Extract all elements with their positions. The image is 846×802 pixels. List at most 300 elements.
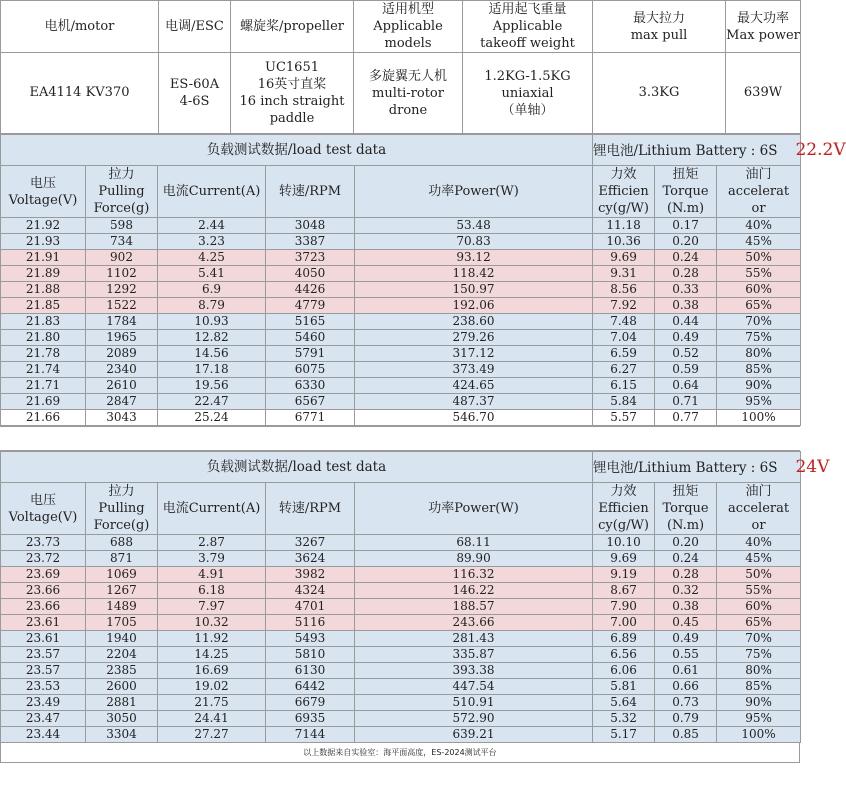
- table-row: [1, 410, 801, 426]
- col-power: 功率Power(W): [355, 166, 593, 218]
- pull-cell: 3043: [86, 410, 158, 426]
- table-row: [1, 647, 801, 663]
- throttle-cell: 85%: [717, 362, 801, 378]
- throttle-cell: 60%: [717, 599, 801, 615]
- col-torque-line: Torque: [662, 501, 709, 516]
- power-cell: 116.32: [355, 567, 593, 583]
- propeller-header: 螺旋桨/propeller: [231, 1, 354, 53]
- torque-cell: 0.52: [655, 346, 717, 362]
- battery-voltage: 22.2V: [795, 139, 846, 160]
- footer-note: 以上数据来自实验室：海平面高度，ES-2024测试平台: [0, 743, 800, 763]
- current-cell: 2.44: [158, 218, 266, 234]
- throttle-cell: 70%: [717, 314, 801, 330]
- current-cell: 6.18: [158, 583, 266, 599]
- col-throttle-line: or: [751, 201, 766, 216]
- propeller-value-line: UC1651: [265, 60, 319, 75]
- rpm-cell: 4324: [266, 583, 355, 599]
- current-cell: 22.47: [158, 394, 266, 410]
- power-cell: 373.49: [355, 362, 593, 378]
- efficiency-cell: 9.19: [593, 567, 655, 583]
- efficiency-cell: 9.69: [593, 250, 655, 266]
- models-header-line: models: [384, 36, 432, 51]
- efficiency-cell: 6.89: [593, 631, 655, 647]
- torque-cell: 0.45: [655, 615, 717, 631]
- rpm-cell: 4050: [266, 266, 355, 282]
- motor-value: EA4114 KV370: [1, 53, 159, 134]
- power-cell: 572.90: [355, 711, 593, 727]
- voltage-cell: 23.69: [1, 567, 86, 583]
- rpm-cell: 3267: [266, 535, 355, 551]
- current-cell: 19.02: [158, 679, 266, 695]
- efficiency-cell: 11.18: [593, 218, 655, 234]
- rpm-cell: 6771: [266, 410, 355, 426]
- pull-cell: 734: [86, 234, 158, 250]
- test-sections: [0, 134, 846, 743]
- power-value: 639W: [726, 53, 801, 134]
- esc-value-line: ES-60A: [169, 77, 220, 92]
- voltage-cell: 21.89: [1, 266, 86, 282]
- col-throttle-line: 油门: [745, 167, 772, 182]
- throttle-cell: 50%: [717, 567, 801, 583]
- pull-cell: 1292: [86, 282, 158, 298]
- pull-cell: 2610: [86, 378, 158, 394]
- table-row: [1, 330, 801, 346]
- power-cell: 281.43: [355, 631, 593, 647]
- rpm-cell: 6679: [266, 695, 355, 711]
- pull-cell: 1102: [86, 266, 158, 282]
- efficiency-cell: 6.59: [593, 346, 655, 362]
- voltage-cell: 21.88: [1, 282, 86, 298]
- throttle-cell: 45%: [717, 234, 801, 250]
- pull-value: 3.3KG: [593, 53, 726, 134]
- col-pull: [86, 483, 158, 535]
- esc-value-line: 4-6S: [179, 94, 210, 109]
- efficiency-cell: 10.10: [593, 535, 655, 551]
- efficiency-cell: 5.64: [593, 695, 655, 711]
- motor-header: 电机/motor: [1, 1, 159, 53]
- col-efficiency: [593, 483, 655, 535]
- col-torque-line: (N.m): [666, 518, 705, 533]
- table-row: [1, 599, 801, 615]
- torque-cell: 0.49: [655, 631, 717, 647]
- models-value-line: 多旋翼无人机: [368, 68, 447, 84]
- table-row: [1, 282, 801, 298]
- throttle-cell: 80%: [717, 346, 801, 362]
- voltage-cell: 23.66: [1, 583, 86, 599]
- throttle-cell: 40%: [717, 218, 801, 234]
- col-pull-line: Force(g): [93, 518, 150, 533]
- table-row: [1, 663, 801, 679]
- col-voltage-line: 电压: [29, 492, 56, 508]
- pull-header-line: 最大拉力: [632, 10, 685, 26]
- voltage-cell: 21.83: [1, 314, 86, 330]
- power-cell: 118.42: [355, 266, 593, 282]
- voltage-cell: 23.57: [1, 647, 86, 663]
- throttle-cell: 70%: [717, 631, 801, 647]
- torque-cell: 0.71: [655, 394, 717, 410]
- efficiency-cell: 5.57: [593, 410, 655, 426]
- col-torque: [655, 166, 717, 218]
- col-efficiency-line: Efficien: [598, 184, 649, 199]
- rpm-cell: 6075: [266, 362, 355, 378]
- rpm-cell: 3624: [266, 551, 355, 567]
- col-pull-line: Pulling: [98, 184, 145, 199]
- throttle-cell: 75%: [717, 330, 801, 346]
- col-voltage-line: Voltage(V): [8, 509, 78, 525]
- torque-cell: 0.61: [655, 663, 717, 679]
- weight-header-line: Applicable: [492, 19, 563, 34]
- voltage-cell: 23.57: [1, 663, 86, 679]
- current-cell: 3.79: [158, 551, 266, 567]
- pull-header-line: max pull: [630, 27, 688, 43]
- power-cell: 68.11: [355, 535, 593, 551]
- power-header: [726, 1, 801, 53]
- weight-value-line: （单轴）: [501, 102, 554, 118]
- pull-cell: 598: [86, 218, 158, 234]
- col-throttle-line: or: [751, 518, 766, 533]
- voltage-cell: 21.69: [1, 394, 86, 410]
- torque-cell: 0.20: [655, 234, 717, 250]
- table-row: [1, 567, 801, 583]
- voltage-cell: 23.61: [1, 631, 86, 647]
- col-throttle-line: accelerat: [728, 184, 790, 199]
- voltage-cell: 23.49: [1, 695, 86, 711]
- torque-cell: 0.49: [655, 330, 717, 346]
- table-row: [1, 679, 801, 695]
- pull-cell: 1965: [86, 330, 158, 346]
- col-torque: [655, 483, 717, 535]
- torque-cell: 0.44: [655, 314, 717, 330]
- table-row: [1, 615, 801, 631]
- current-cell: 10.93: [158, 314, 266, 330]
- torque-cell: 0.79: [655, 711, 717, 727]
- torque-cell: 0.28: [655, 266, 717, 282]
- col-throttle: [717, 166, 801, 218]
- power-cell: 510.91: [355, 695, 593, 711]
- gap-cell: [0, 427, 800, 451]
- table-row: [1, 394, 801, 410]
- rpm-cell: 5460: [266, 330, 355, 346]
- col-voltage-line: Voltage(V): [8, 192, 78, 208]
- power-cell: 188.57: [355, 599, 593, 615]
- torque-cell: 0.38: [655, 599, 717, 615]
- torque-cell: 0.85: [655, 727, 717, 743]
- efficiency-cell: 5.81: [593, 679, 655, 695]
- weight-header-line: 适用起飞重量: [488, 2, 567, 17]
- current-cell: 5.41: [158, 266, 266, 282]
- throttle-cell: 95%: [717, 394, 801, 410]
- pull-cell: 2340: [86, 362, 158, 378]
- pull-cell: 2385: [86, 663, 158, 679]
- throttle-cell: 65%: [717, 615, 801, 631]
- col-power: 功率Power(W): [355, 483, 593, 535]
- battery-voltage: 24V: [795, 456, 830, 477]
- torque-cell: 0.24: [655, 250, 717, 266]
- battery-label: 锂电池/Lithium Battery : 6S: [593, 142, 778, 159]
- col-current: 电流Current(A): [158, 483, 266, 535]
- current-cell: 6.9: [158, 282, 266, 298]
- current-cell: 10.32: [158, 615, 266, 631]
- col-rpm: 转速/RPM: [266, 166, 355, 218]
- col-voltage: [1, 483, 86, 535]
- table-row: [1, 727, 801, 743]
- table-row: [1, 346, 801, 362]
- pull-cell: 2089: [86, 346, 158, 362]
- pull-cell: 871: [86, 551, 158, 567]
- current-cell: 19.56: [158, 378, 266, 394]
- efficiency-cell: 9.31: [593, 266, 655, 282]
- throttle-cell: 95%: [717, 711, 801, 727]
- pull-cell: 2847: [86, 394, 158, 410]
- table-row: [1, 631, 801, 647]
- power-cell: 89.90: [355, 551, 593, 567]
- current-cell: 14.25: [158, 647, 266, 663]
- throttle-cell: 100%: [717, 727, 801, 743]
- torque-cell: 0.38: [655, 298, 717, 314]
- col-current: 电流Current(A): [158, 166, 266, 218]
- torque-cell: 0.64: [655, 378, 717, 394]
- power-cell: 192.06: [355, 298, 593, 314]
- voltage-cell: 21.71: [1, 378, 86, 394]
- rpm-cell: 3387: [266, 234, 355, 250]
- col-throttle-line: 油门: [745, 484, 772, 499]
- table-row: [1, 695, 801, 711]
- table-row: [1, 314, 801, 330]
- torque-cell: 0.28: [655, 567, 717, 583]
- current-cell: 4.25: [158, 250, 266, 266]
- current-cell: 4.91: [158, 567, 266, 583]
- col-pull-line: 拉力: [108, 167, 135, 182]
- pull-cell: 1940: [86, 631, 158, 647]
- efficiency-cell: 8.67: [593, 583, 655, 599]
- table-row: [1, 583, 801, 599]
- propeller-value-line: 16英寸直桨: [257, 77, 327, 92]
- power-cell: 243.66: [355, 615, 593, 631]
- efficiency-cell: 10.36: [593, 234, 655, 250]
- table-row: [1, 298, 801, 314]
- rpm-cell: 6442: [266, 679, 355, 695]
- rpm-cell: 7144: [266, 727, 355, 743]
- throttle-cell: 55%: [717, 583, 801, 599]
- col-rpm: 转速/RPM: [266, 483, 355, 535]
- efficiency-cell: 6.56: [593, 647, 655, 663]
- efficiency-cell: 9.69: [593, 551, 655, 567]
- efficiency-cell: 5.84: [593, 394, 655, 410]
- voltage-cell: 23.44: [1, 727, 86, 743]
- throttle-cell: 40%: [717, 535, 801, 551]
- voltage-cell: 21.66: [1, 410, 86, 426]
- torque-cell: 0.59: [655, 362, 717, 378]
- load-test-table: [0, 451, 830, 743]
- torque-cell: 0.24: [655, 551, 717, 567]
- pull-cell: 688: [86, 535, 158, 551]
- voltage-cell: 21.80: [1, 330, 86, 346]
- rpm-cell: 6935: [266, 711, 355, 727]
- torque-cell: 0.66: [655, 679, 717, 695]
- col-pull: [86, 166, 158, 218]
- power-header-line: 最大功率: [736, 10, 789, 26]
- models-value-line: multi-rotor: [372, 85, 444, 101]
- throttle-cell: 100%: [717, 410, 801, 426]
- weight-header: [463, 1, 593, 53]
- efficiency-cell: 5.17: [593, 727, 655, 743]
- models-header-line: 适用机型: [381, 2, 434, 17]
- rpm-cell: 3048: [266, 218, 355, 234]
- current-cell: 8.79: [158, 298, 266, 314]
- table-row: [1, 535, 801, 551]
- pull-cell: 3304: [86, 727, 158, 743]
- rpm-cell: 4779: [266, 298, 355, 314]
- col-pull-line: Pulling: [98, 501, 145, 516]
- section-title: 负载测试数据/load test data: [1, 135, 593, 166]
- table-row: [1, 711, 801, 727]
- current-cell: 11.92: [158, 631, 266, 647]
- throttle-cell: 65%: [717, 298, 801, 314]
- pull-cell: 2204: [86, 647, 158, 663]
- efficiency-cell: 8.56: [593, 282, 655, 298]
- pull-cell: 1705: [86, 615, 158, 631]
- current-cell: 27.27: [158, 727, 266, 743]
- rpm-cell: 6567: [266, 394, 355, 410]
- col-pull-line: 拉力: [108, 484, 135, 499]
- efficiency-cell: 7.00: [593, 615, 655, 631]
- models-value-line: drone: [388, 102, 428, 118]
- efficiency-cell: 7.92: [593, 298, 655, 314]
- power-cell: 639.21: [355, 727, 593, 743]
- torque-cell: 0.77: [655, 410, 717, 426]
- efficiency-cell: 7.48: [593, 314, 655, 330]
- col-efficiency-line: 力效: [610, 484, 637, 499]
- power-cell: 335.87: [355, 647, 593, 663]
- pull-cell: 902: [86, 250, 158, 266]
- table-row: [1, 250, 801, 266]
- voltage-cell: 23.72: [1, 551, 86, 567]
- power-cell: 447.54: [355, 679, 593, 695]
- pull-cell: 1267: [86, 583, 158, 599]
- esc-header: 电调/ESC: [159, 1, 231, 53]
- throttle-cell: 90%: [717, 378, 801, 394]
- table-row: [1, 362, 801, 378]
- current-cell: 14.56: [158, 346, 266, 362]
- throttle-cell: 60%: [717, 282, 801, 298]
- power-cell: 150.97: [355, 282, 593, 298]
- efficiency-cell: 7.90: [593, 599, 655, 615]
- col-voltage-line: 电压: [29, 175, 56, 191]
- rpm-cell: 5165: [266, 314, 355, 330]
- current-cell: 2.87: [158, 535, 266, 551]
- spec-table: [0, 0, 801, 134]
- load-test-table: [0, 134, 846, 426]
- table-row: [1, 234, 801, 250]
- pull-cell: 2881: [86, 695, 158, 711]
- rpm-cell: 3723: [266, 250, 355, 266]
- torque-cell: 0.33: [655, 282, 717, 298]
- power-cell: 93.12: [355, 250, 593, 266]
- weight-value-line: 1.2KG-1.5KG: [484, 68, 571, 84]
- efficiency-cell: 6.27: [593, 362, 655, 378]
- rpm-cell: 4701: [266, 599, 355, 615]
- col-torque-line: 扭矩: [672, 167, 699, 182]
- col-torque-line: (N.m): [666, 201, 705, 216]
- voltage-cell: 23.53: [1, 679, 86, 695]
- pull-cell: 3050: [86, 711, 158, 727]
- rpm-cell: 5791: [266, 346, 355, 362]
- rpm-cell: 5493: [266, 631, 355, 647]
- pull-cell: 2600: [86, 679, 158, 695]
- power-cell: 317.12: [355, 346, 593, 362]
- efficiency-cell: 5.32: [593, 711, 655, 727]
- weight-header-line: takeoff weight: [480, 36, 575, 51]
- voltage-cell: 21.85: [1, 298, 86, 314]
- throttle-cell: 85%: [717, 679, 801, 695]
- table-row: [1, 266, 801, 282]
- col-efficiency-line: 力效: [610, 167, 637, 182]
- voltage-cell: 23.47: [1, 711, 86, 727]
- weight-value: [463, 53, 593, 134]
- pull-header: [593, 1, 726, 53]
- throttle-cell: 45%: [717, 551, 801, 567]
- section-title: 负载测试数据/load test data: [1, 452, 593, 483]
- models-header-line: Applicable: [373, 19, 443, 34]
- efficiency-cell: 6.15: [593, 378, 655, 394]
- torque-cell: 0.17: [655, 218, 717, 234]
- torque-cell: 0.20: [655, 535, 717, 551]
- col-efficiency-line: cy(g/W): [598, 201, 649, 216]
- propeller-value-line: 16 inch straight: [239, 94, 345, 109]
- voltage-cell: 21.92: [1, 218, 86, 234]
- col-pull-line: Force(g): [93, 201, 150, 216]
- power-cell: 238.60: [355, 314, 593, 330]
- rpm-cell: 6130: [266, 663, 355, 679]
- rpm-cell: 5116: [266, 615, 355, 631]
- pull-cell: 1522: [86, 298, 158, 314]
- current-cell: 24.41: [158, 711, 266, 727]
- propeller-value-line: paddle: [269, 111, 315, 126]
- torque-cell: 0.73: [655, 695, 717, 711]
- battery-label: 锂电池/Lithium Battery : 6S: [593, 459, 778, 476]
- voltage-cell: 21.74: [1, 362, 86, 378]
- efficiency-cell: 7.04: [593, 330, 655, 346]
- pull-cell: 1069: [86, 567, 158, 583]
- section-gap: [0, 426, 800, 451]
- esc-value: [159, 53, 231, 134]
- throttle-cell: 50%: [717, 250, 801, 266]
- torque-cell: 0.55: [655, 647, 717, 663]
- models-value: [354, 53, 463, 134]
- power-header-line: Max power: [726, 27, 800, 43]
- voltage-cell: 21.91: [1, 250, 86, 266]
- col-efficiency-line: Efficien: [598, 501, 649, 516]
- current-cell: 7.97: [158, 599, 266, 615]
- table-row: [1, 551, 801, 567]
- power-cell: 393.38: [355, 663, 593, 679]
- current-cell: 16.69: [158, 663, 266, 679]
- col-efficiency: [593, 166, 655, 218]
- current-cell: 25.24: [158, 410, 266, 426]
- voltage-cell: 23.73: [1, 535, 86, 551]
- throttle-cell: 55%: [717, 266, 801, 282]
- voltage-cell: 23.66: [1, 599, 86, 615]
- voltage-cell: 21.93: [1, 234, 86, 250]
- power-cell: 53.48: [355, 218, 593, 234]
- col-throttle: [717, 483, 801, 535]
- current-cell: 21.75: [158, 695, 266, 711]
- voltage-cell: 21.78: [1, 346, 86, 362]
- current-cell: 17.18: [158, 362, 266, 378]
- battery-info: [593, 452, 830, 483]
- power-cell: 487.37: [355, 394, 593, 410]
- rpm-cell: 4426: [266, 282, 355, 298]
